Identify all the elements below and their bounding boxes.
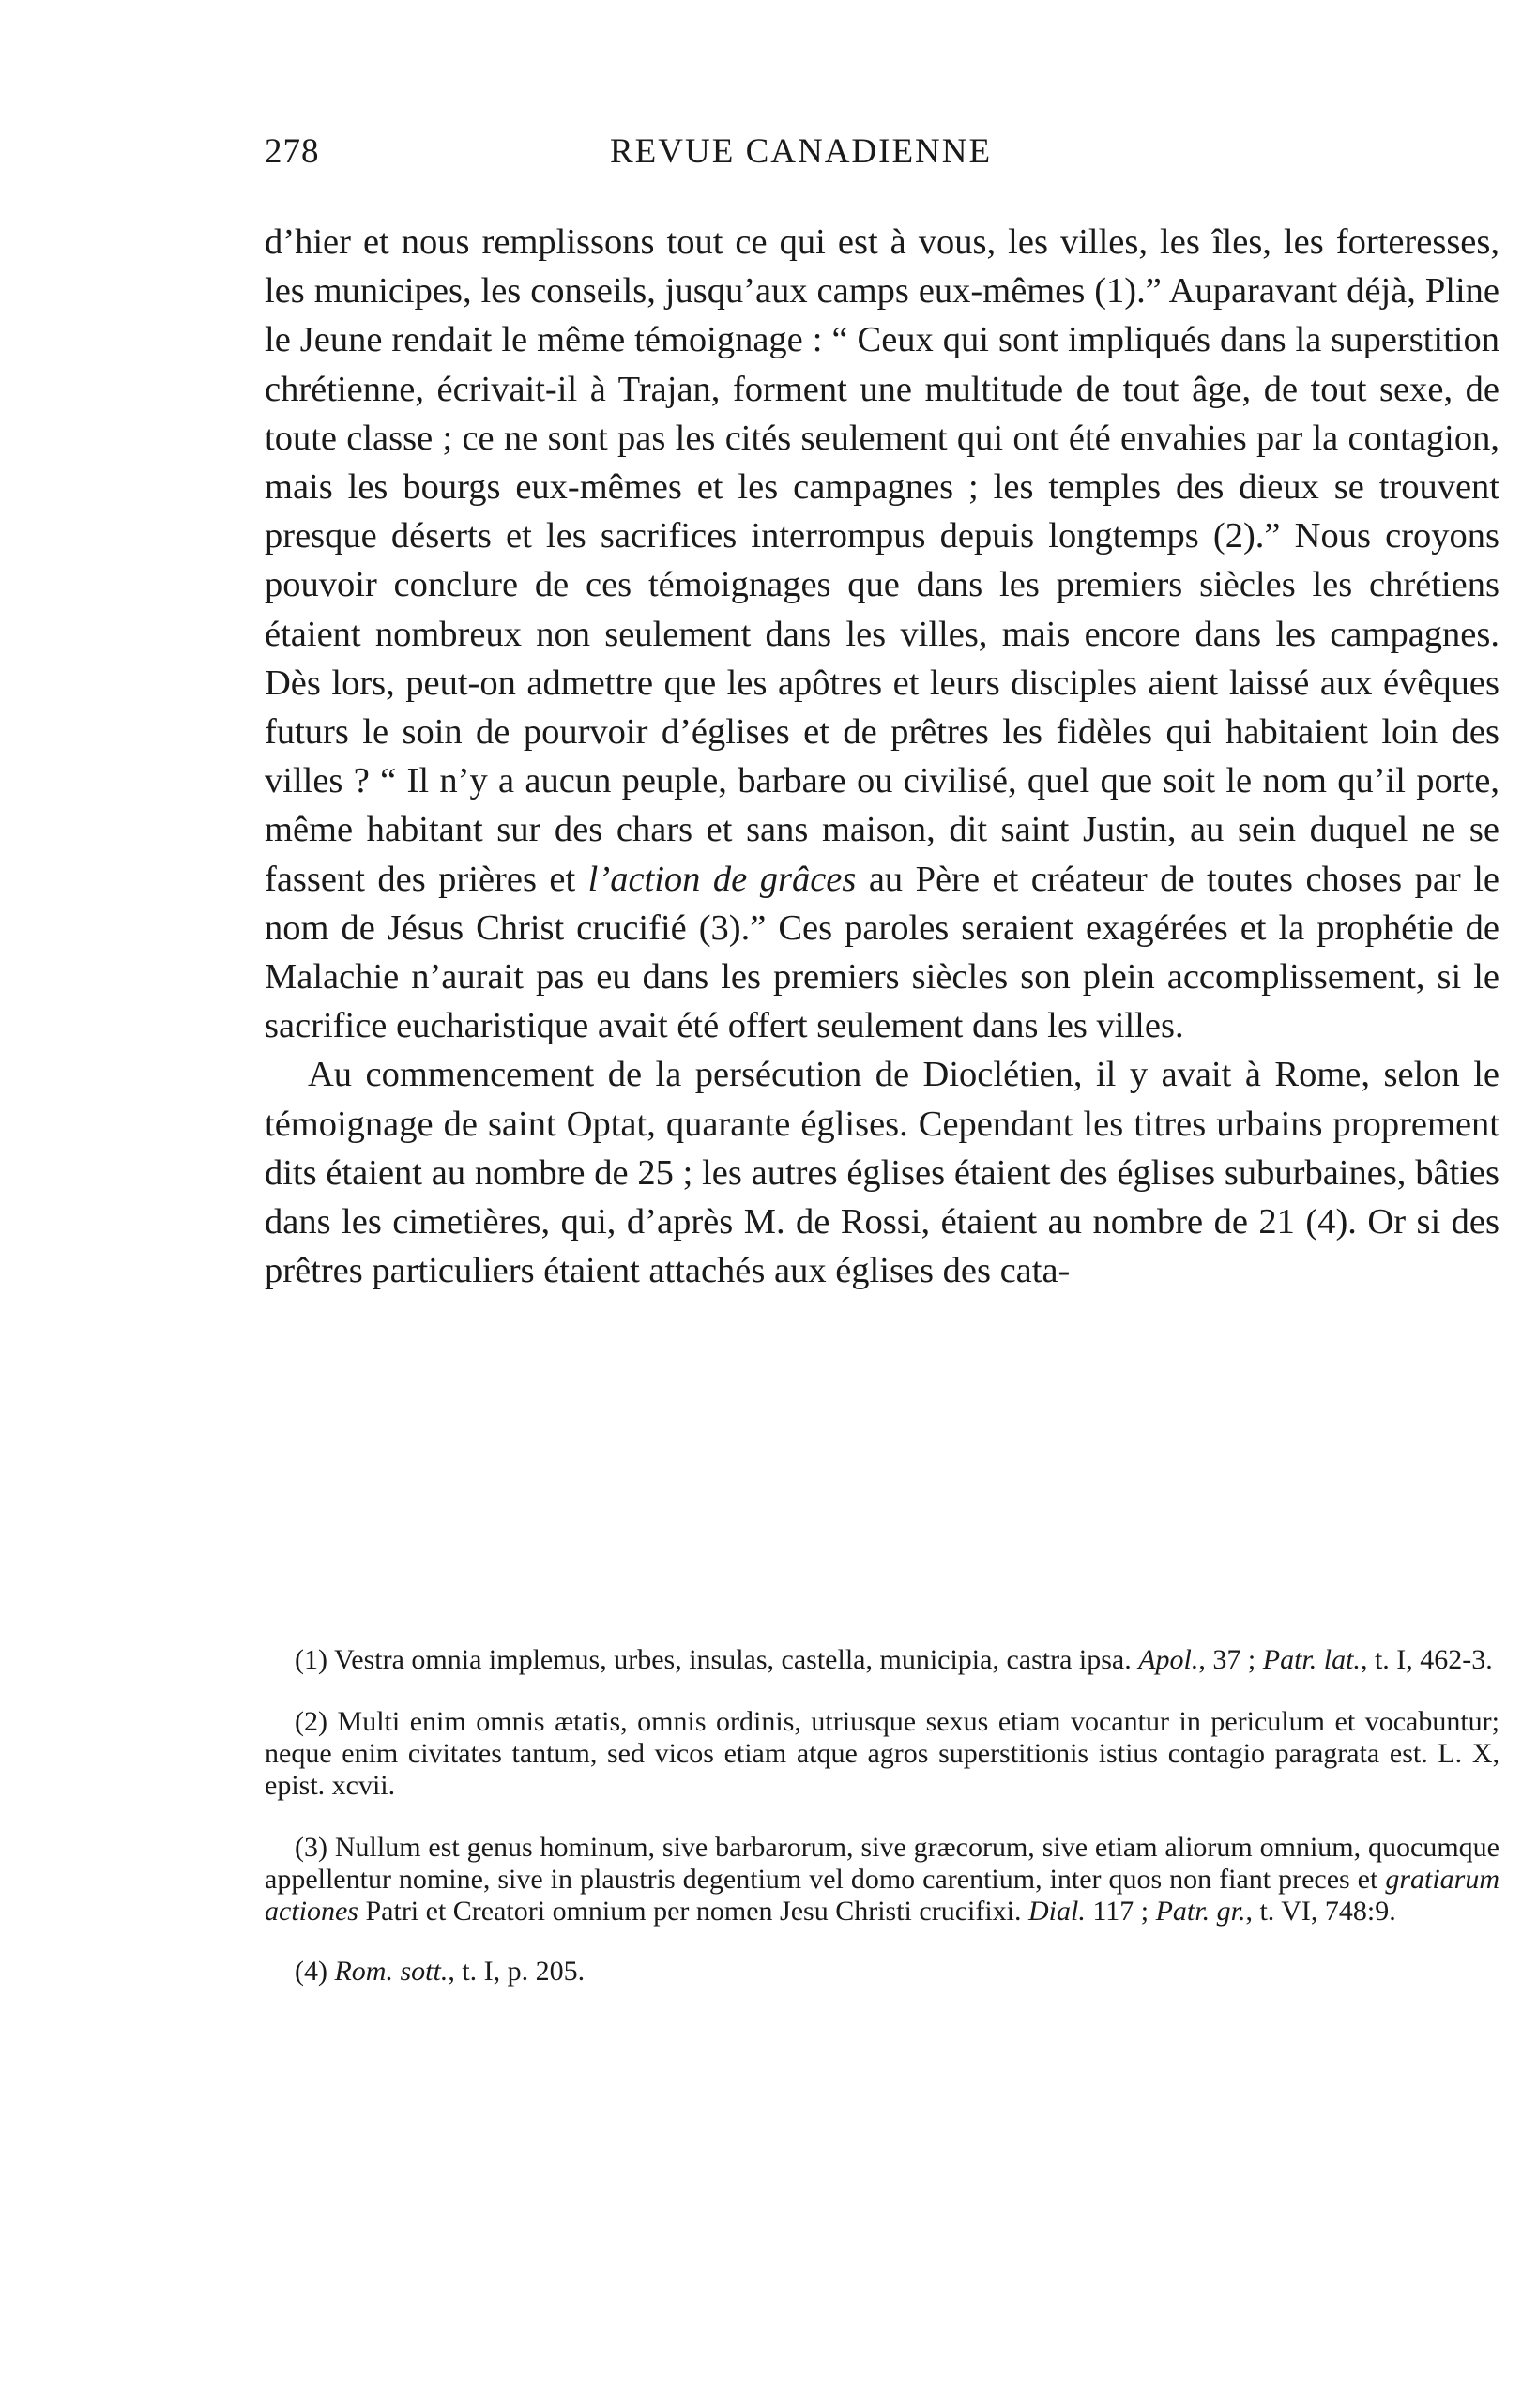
footnote-3-text-d: , t. VI, 748:9.	[1245, 1896, 1396, 1927]
page-number: 278	[265, 132, 320, 171]
footnote-1-italic-2: Patr. lat.	[1262, 1644, 1361, 1675]
footnotes	[265, 1644, 1499, 2018]
paragraph-1-text-a: d’hier et nous remplissons tout ce qui est à vous, les villes, les îles, les forteresses, les municipes, les conseils, jusqu’aux camps eux-mêmes (1).” Auparavant déjà, Pline le Jeune rendait le même témoignage : “ Ceux qui sont impliqués dans la superstition chrétienne, écrivait-il à Trajan, forment une multitude de tout âge, de tout sexe, de toute classe ; ce ne sont pas les cités seulement qui ont été envahies par la contagion, mais les bourgs eux-mêmes et les campagnes ; les temples des dieux se trouvent presque déserts et les sacrifices interrompus depuis longtemps (2).” Nous croyons pouvoir conclure de ces témoignages que dans les premiers siècles les chrétiens étaient nombreux non seulement dans les villes, mais encore dans les campagnes. Dès lors, peut-on admettre que les apôtres et leurs disciples aient laissé aux évêques futurs le soin de pourvoir d’églises et de prêtres les fidèles qui habitaient loin des villes ? “ Il n’y a aucun peuple, barbare ou civilisé, quel que soit le nom qu’il porte, même habitant sur des chars et sans maison, dit saint Justin, au sein duquel ne se fassent des prières et	[265, 222, 1499, 899]
journal-title: REVUE CANADIENNE	[610, 132, 993, 171]
footnote-3-text-c: 117 ;	[1085, 1896, 1156, 1927]
footnote-3	[265, 1832, 1499, 1928]
footnote-4-italic: Rom. sott.	[334, 1956, 449, 1987]
footnote-3-text-b: Patri et Creatori omnium per nomen Jesu Christi crucifixi.	[358, 1896, 1029, 1927]
footnote-4	[265, 1956, 1499, 1988]
footnote-1-italic-1: Apol.	[1138, 1644, 1199, 1675]
footnote-1-text-c: , t. I, 462-3.	[1360, 1644, 1493, 1675]
footnote-3-italic-1: gratiarum actiones	[265, 1864, 1499, 1927]
footnote-3-italic-2: Dial.	[1028, 1896, 1086, 1927]
paragraph-2: Au commencement de la persécution de Dioclétien, il y avait à Rome, selon le témoignage de saint Optat, quarante églises. Cependant les titres urbains proprement dits étaient au nombre de 25 ; les autres églises étaient des églises suburbaines, bâties dans les cimetières, qui, d’après M. de Rossi, étaient au nombre de 21 (4). Or si des prêtres particuliers étaient attachés aux églises des cata-	[265, 1055, 1499, 1291]
footnote-3-italic-3: Patr. gr.	[1155, 1896, 1246, 1927]
footnote-1	[265, 1644, 1499, 1676]
paragraph-1-italic: l’action de grâces	[587, 859, 857, 899]
paragraph-1-text-b: au Père et créateur de toutes choses par le nom de Jésus Christ crucifié (3).” Ces paroles seraient exagérées et la prophétie de Malachie n’aurait pas eu dans les premiers siècles son plein accomplissement, si le sacrifice eucharistique avait été offert seulement dans les villes.	[265, 859, 1499, 1046]
footnote-4-text-b: , t. I, p. 205.	[448, 1956, 586, 1987]
footnote-3-text-a: (3) Nullum est genus hominum, sive barbarorum, sive græcorum, sive etiam aliorum omnium, quocumque appellentur nomine, sive in plaustris degentium vel domo carentium, inter quos non fiant preces et	[265, 1832, 1499, 1895]
footnote-1-text-a: (1) Vestra omnia implemus, urbes, insulas, castella, municipia, castra ipsa.	[295, 1644, 1139, 1675]
body-text	[265, 218, 1499, 1295]
running-head	[265, 131, 1499, 184]
footnote-1-text-b: , 37 ;	[1198, 1644, 1263, 1675]
footnote-4-text-a: (4)	[295, 1956, 335, 1987]
footnote-2: (2) Multi enim omnis ætatis, omnis ordinis, utriusque sexus etiam vocantur in periculum et vocabuntur; neque enim civitates tantum, sed vicos etiam atque agros superstitionis istius contagio paragrata est. L. X, epist. xcvii.	[265, 1706, 1499, 1801]
paragraph-1	[265, 218, 1499, 1050]
